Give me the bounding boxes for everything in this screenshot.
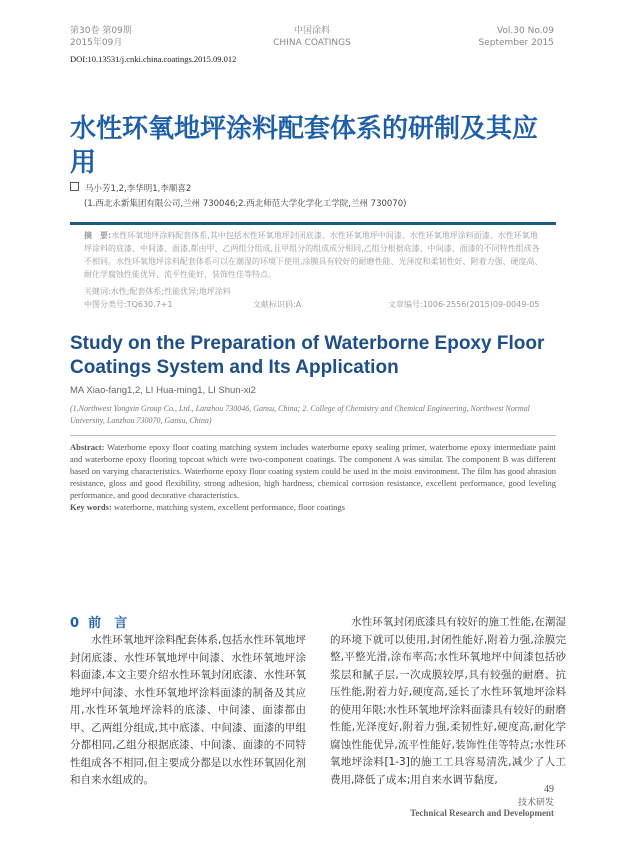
section-number: 0: [70, 616, 80, 631]
section-heading: [70, 612, 127, 631]
divider-gray: [70, 435, 556, 436]
en-keywords-label: Key words:: [70, 502, 112, 512]
cn-abstract: [84, 229, 544, 281]
column-name-cn: 技术研发: [517, 798, 554, 808]
en-title: Study on the Preparation of Waterborne Epoxy Floor Coatings System and Its Application: [70, 333, 545, 378]
cn-authors: [70, 182, 191, 196]
en-authors: MA Xiao-fang1,2, LI Hua-ming1, LI Shun-xi2: [70, 385, 256, 396]
volume-issue: 第30卷 第09期: [70, 26, 132, 36]
en-abstract-label: Abstract:: [70, 442, 105, 452]
body-right-column: 水性环氧封闭底漆具有较好的施工性能,在潮湿的环境下就可以使用,封闭性能好,附着力强,涂膜完整,平整光滑,涂布率高;水性环氧地坪中间漆包括砂浆层和腻子层,一次成膜较厚,具有较强的耐磨、抗压性能,附着力好,硬度高,延长了水性环氧地坪涂料的使用年限;水性环氧地坪涂料面漆具有较好的耐磨性能,光泽度好,附着力强,柔韧性好,硬度高,耐化学腐蚀性能优异,流平性能好,装饰性佳等特点;水性环氧地坪涂料[1-3]的施工工具容易清洗,减少了人工费用,降低了成本;用自来水调节黏度,: [330, 616, 566, 786]
en-keywords-text: waterborne, matching system, excellent performance, floor coatings: [111, 502, 345, 512]
journal-name: [262, 25, 362, 49]
class-number: 中图分类号:TQ630.7+1: [84, 300, 173, 309]
issue-date-en: September 2015: [478, 38, 554, 48]
en-affiliation: (1.Northwest Yongxin Group Co., Ltd., Lanzhou 730046, Gansu, China; 2. College of Chemistry and Chemical Engineering, Northwest Normal University, Lanzhou 730070, Gansu, China): [70, 404, 530, 425]
cn-abstract-text: 水性环氧地坪涂料配套体系,其中包括水性环氧地坪封闭底漆、水性环氧地坪中间漆、水性环氧地坪涂料面漆、水性环氧地坪涂料的底漆、中间漆、面漆,都由甲、乙两组分组成,且甲组分的组成成分相同,乙组分根据底漆、中间漆、面漆的不同特性组成各不相同。水性环氧地坪涂料配套体系可以在潮湿的环境下使用,涂膜具有较好的耐磨性能、光泽度和柔韧性好、附着力强、硬度高、耐化学腐蚀性能优异、流平性能好、装饰性佳等特点。: [84, 231, 543, 279]
cn-title: 水性环氧地坪涂料配套体系的研制及其应用: [70, 114, 539, 178]
article-number: 文章编号:1006-2556(2015)09-0049-05: [388, 300, 540, 309]
divider-blue: [70, 222, 556, 225]
volume-info-en: [478, 25, 554, 49]
volume-info: [70, 25, 132, 49]
issue-date: 2015年09月: [70, 38, 123, 48]
document-code: 文献标识码:A: [253, 300, 302, 309]
cn-affiliation: (1.西北永新集团有限公司,兰州 730046;2.西北师范大学化学化工学院,兰州 730070): [84, 199, 407, 209]
cn-keywords: 关键词:水性;配套体系;性能优异;地坪涂料: [84, 287, 231, 296]
footer: [410, 784, 554, 818]
cn-authors-text: 马小芳1,2,李华明1,李顺喜2: [85, 184, 192, 194]
journal-name-en: CHINA COATINGS: [273, 38, 351, 48]
section-title: 前 言: [88, 616, 128, 631]
doi[interactable]: DOI:10.13531/j.cnki.china.coatings.2015.09.012: [70, 54, 237, 64]
journal-name-cn: 中国涂料: [293, 26, 330, 36]
en-abstract: [70, 441, 556, 513]
volume-issue-en: Vol.30 No.09: [496, 26, 554, 36]
cn-abstract-label: 摘 要:: [84, 231, 112, 240]
column-name-en: Technical Research and Development: [410, 808, 554, 818]
page-number: 49: [544, 784, 554, 795]
en-abstract-text: Waterborne epoxy floor coating matching system includes waterborne epoxy sealing primer, waterborne epoxy intermediate paint and waterborne epoxy flooring topcoat which were two-component coatings. The component A was similar. The component B was different based on varying characteristics. Waterborne epoxy floor coating system could be used in the moist environment. The film has good abrasion resistance, gloss and good flexibility, strong adhesion, high hardness, chemical corrosion resistance, excellent performance, good leveling performance, and good decorative characteristics.: [70, 442, 556, 500]
square-icon: [70, 182, 79, 191]
body-left-column: 水性环氧地坪涂料配套体系,包括水性环氧地坪封闭底漆、水性环氧地坪中间漆、水性环氧地坪涂料面漆,本文主要介绍水性环氧封闭底漆、水性环氧地坪中间漆、水性环氧地坪涂料面漆的制备及其应用,水性环氧地坪涂料的底漆、中间漆、面漆都由甲、乙两组分组成,其中底漆、中间漆、面漆的甲组分都相同,乙组分根据底漆、中间漆、面漆的不同特性组成各不相同,但主要成分都是以水性环氧固化剂和自来水组成的。: [70, 634, 306, 786]
